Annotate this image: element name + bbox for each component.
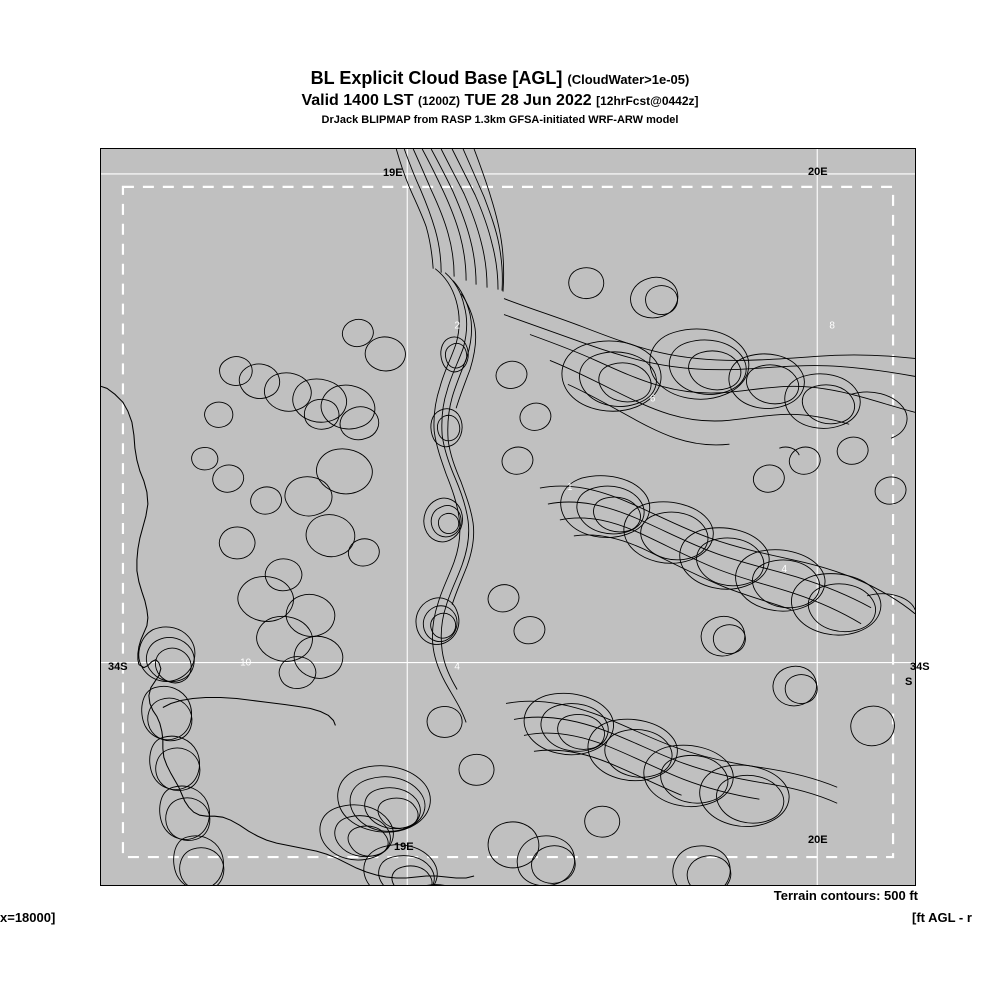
contour-map-svg: [101, 149, 915, 885]
latitude-label-right: 34S: [910, 661, 930, 673]
chart-title: [0, 68, 1000, 89]
valid-time-line: [0, 92, 1000, 110]
valid-time-utc: (1200Z): [417, 94, 461, 108]
forecast-hour: [12hrFcst@0442z]: [596, 94, 699, 108]
valid-time-local: Valid 1400 LST: [301, 92, 414, 109]
contour-label-2: 2: [454, 320, 460, 332]
footer-right-label: [ft AGL - r: [912, 910, 972, 925]
map-background: [101, 149, 915, 885]
longitude-label-bottom-right: 20E: [808, 834, 828, 846]
footer-left-label: x=18000]: [0, 910, 56, 925]
contour-label-4-center: 4: [454, 661, 460, 673]
contour-label-6: 6: [649, 393, 656, 405]
title-block: [0, 68, 1000, 126]
contour-label-8: 8: [829, 320, 835, 332]
contour-label-1: 1: [567, 482, 573, 494]
chart-title-main: BL Explicit Cloud Base [AGL]: [310, 68, 563, 88]
model-source-line: DrJack BLIPMAP from RASP 1.3km GFSA-initiated WRF-ARW model: [321, 114, 679, 126]
terrain-contour-note: Terrain contours: 500 ft: [773, 888, 918, 903]
longitude-label-top-left: 19E: [383, 167, 403, 179]
longitude-label-bottom-left: 19E: [394, 841, 414, 853]
map-canvas: [100, 148, 916, 886]
contour-label-10: 10: [240, 657, 252, 669]
chart-title-condition: (CloudWater>1e-05): [567, 72, 690, 87]
longitude-label-top-right: 20E: [808, 166, 828, 178]
latitude-label-right-extra: S: [905, 676, 913, 688]
latitude-label-left: 34S: [108, 661, 128, 673]
contour-label-4-right: 4: [781, 563, 788, 575]
valid-date: TUE 28 Jun 2022: [464, 92, 592, 109]
